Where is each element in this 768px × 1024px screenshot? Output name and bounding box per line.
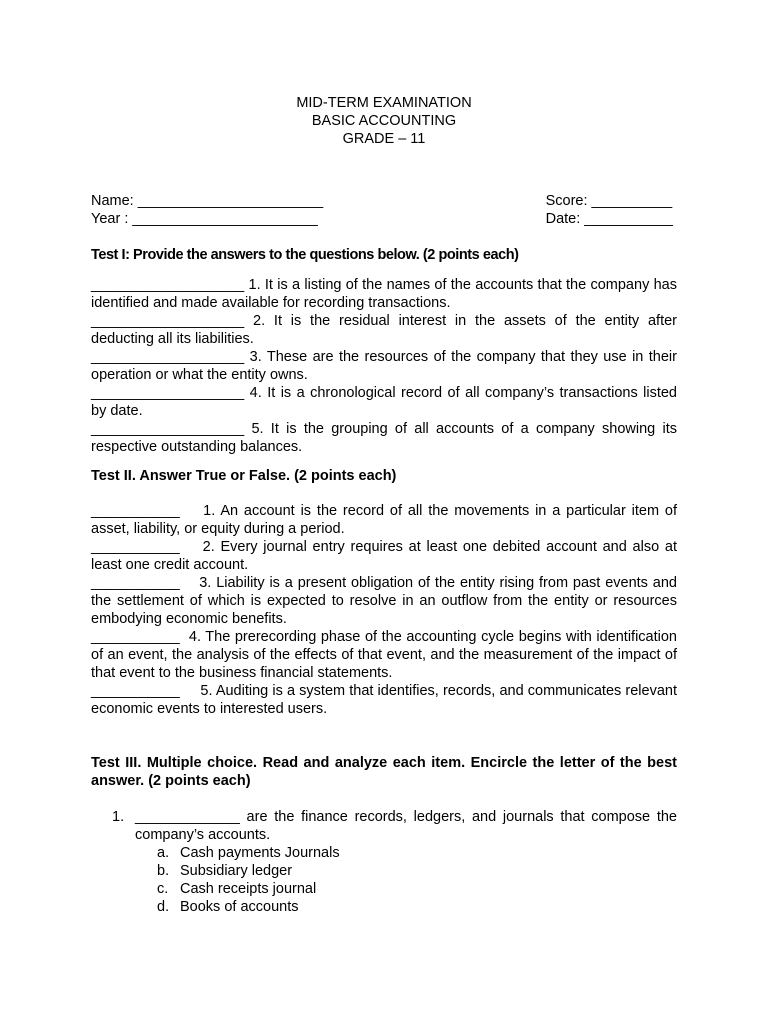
score-field: Score: __________ [545, 193, 673, 209]
multiple-choice-question [91, 808, 677, 916]
test-1-item: ___________________ 1. It is a listing of the names of the accounts that the company has identified and made available for recording transactions. [91, 277, 677, 311]
test-1-title: Test I: Provide the answers to the questions below. (2 points each) [91, 247, 519, 263]
choice-text: Subsidiary ledger [180, 863, 293, 879]
test-1-item: ___________________ 4. It is a chronological record of all company’s transactions listed by date. [91, 385, 677, 419]
exam-header [91, 94, 677, 148]
date-field: Date: ___________ [545, 211, 673, 227]
question-text: _____________ are the finance records, ledgers, and journals that compose the company’s accounts. [135, 809, 677, 843]
choice-text: Books of accounts [180, 899, 299, 915]
student-info [91, 192, 677, 232]
choice-letter: c. [157, 881, 169, 897]
choice-item [157, 844, 677, 862]
choice-text: Cash payments Journals [180, 845, 340, 861]
grade-title: GRADE – 11 [342, 131, 426, 147]
test-2-item: ___________ 4. The prerecording phase of the accounting cycle begins with identification of an event, the analysis of the effects of that event, and the measurement of the impact of that event to the business financial statements. [91, 629, 682, 681]
test-1-item: ___________________ 3. These are the resources of the company that they use in their operation or what the entity owns. [91, 349, 677, 383]
question-number: 1. [112, 809, 125, 825]
test-1-items [91, 276, 677, 456]
test-2-item: ___________ 1. An account is the record of all the movements in a particular item of asset, liability, or equity during a period. [91, 503, 682, 537]
choice-item [157, 880, 677, 898]
subject-title: BASIC ACCOUNTING [311, 113, 457, 129]
choice-letter: d. [157, 899, 170, 915]
test-2-item: ___________ 5. Auditing is a system that identifies, records, and communicates relevant economic events to interested users. [91, 683, 682, 717]
test-1-item: ___________________ 5. It is the grouping of all accounts of a company showing its respective outstanding balances. [91, 421, 677, 455]
choices-list [135, 844, 677, 916]
choice-letter: b. [157, 863, 170, 879]
choice-item [157, 862, 677, 880]
test-2-title: Test II. Answer True or False. (2 points each) [91, 468, 397, 484]
test-1-item: ___________________ 2. It is the residual interest in the assets of the entity after deducting all its liabilities. [91, 313, 677, 347]
test-3-title: Test III. Multiple choice. Read and analyze each item. Encircle the letter of the best answer. (2 points each) [91, 755, 677, 789]
choice-text: Cash receipts journal [180, 881, 317, 897]
exam-page [91, 94, 682, 916]
test-2-item: ___________ 3. Liability is a present obligation of the entity rising from past events and the settlement of which is expected to resolve in an outflow from the entity or resources embodying economic benefits. [91, 575, 682, 627]
choice-item [157, 898, 677, 916]
year-field: Year : _______________________ [91, 211, 318, 227]
test-2-item: ___________ 2. Every journal entry requires at least one debited account and also at least one credit account. [91, 539, 682, 573]
test-2-items [91, 502, 682, 718]
choice-letter: a. [157, 845, 170, 861]
name-field: Name: _______________________ [91, 193, 324, 209]
exam-title: MID-TERM EXAMINATION [296, 95, 472, 111]
